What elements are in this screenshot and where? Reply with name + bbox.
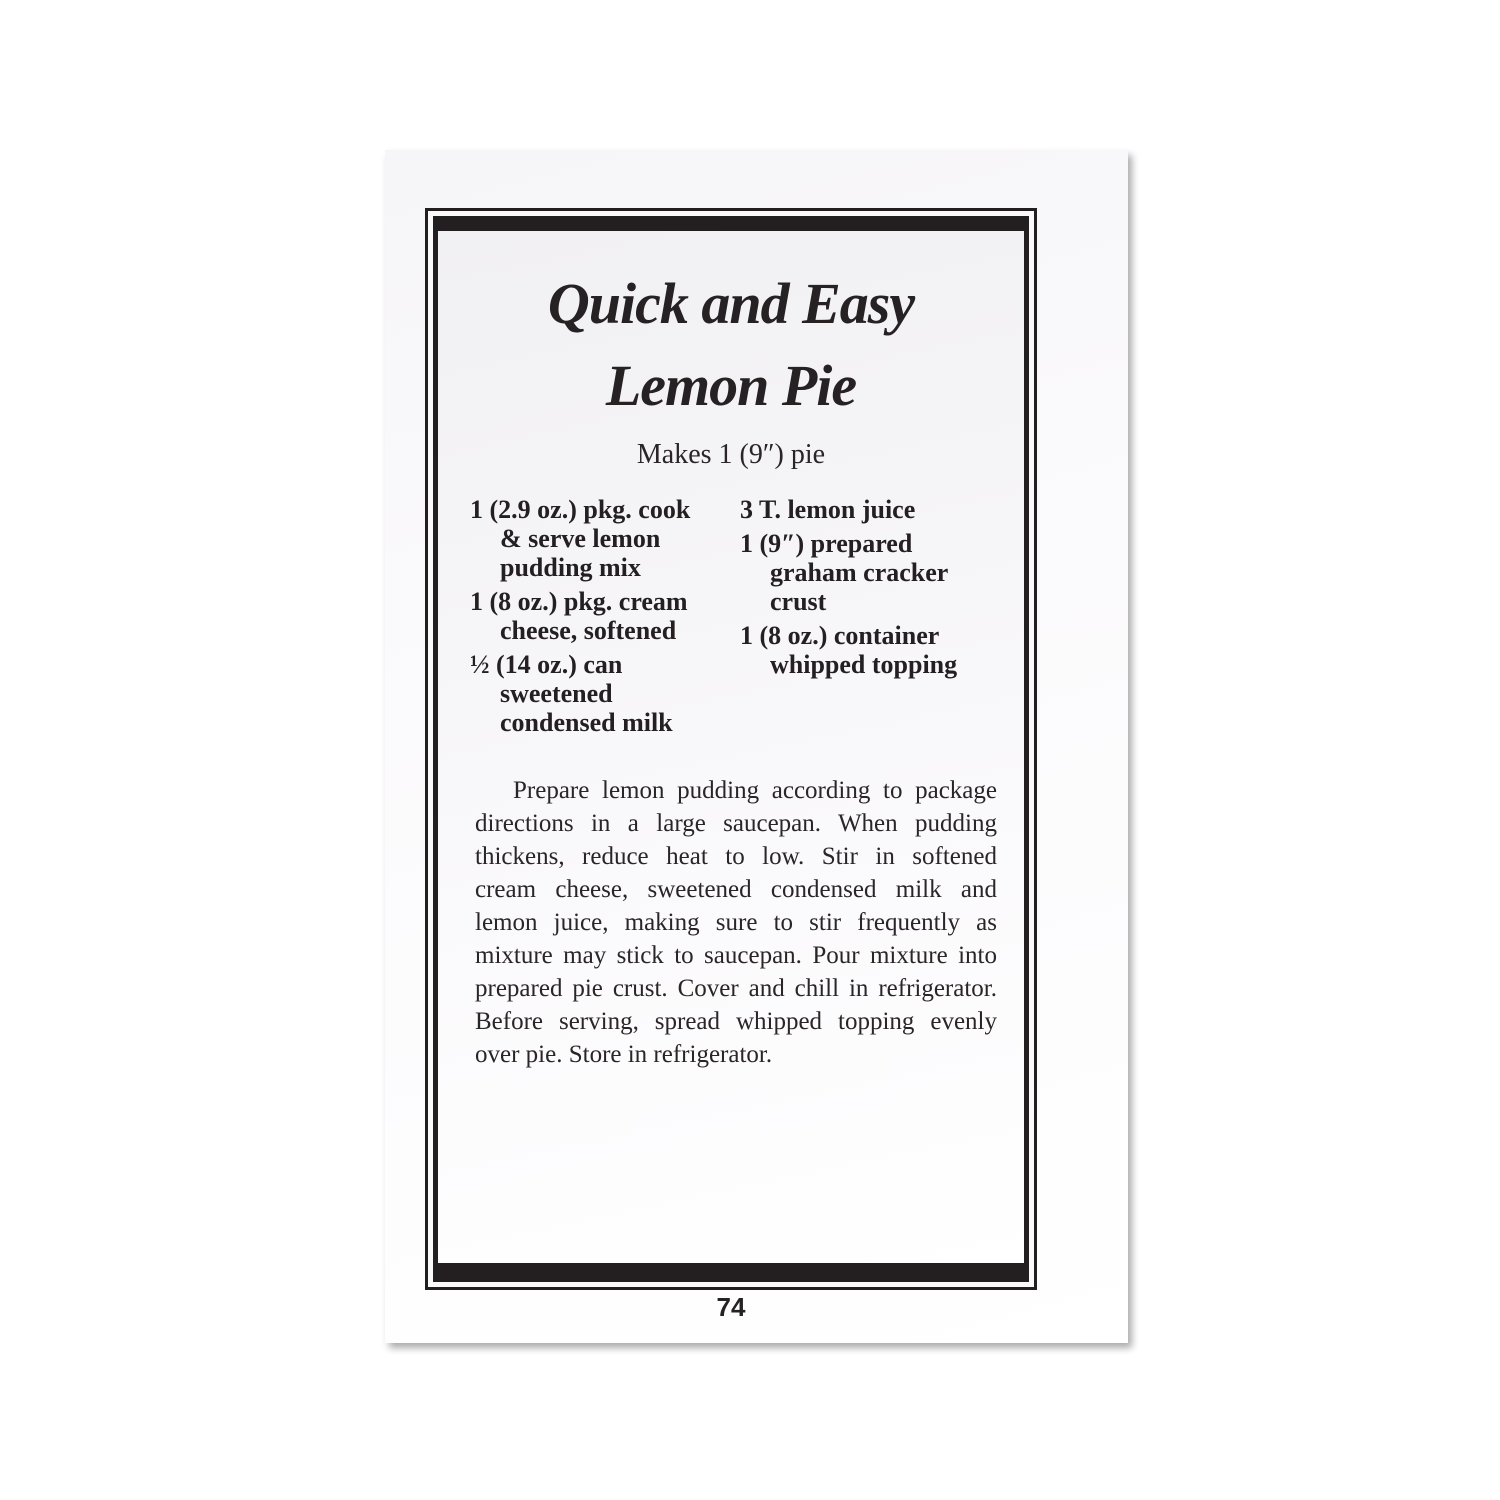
yield-line: Makes 1 (9″) pie — [636, 439, 826, 470]
ingredient-line: crust — [770, 587, 827, 616]
page-number: 74 — [716, 1292, 746, 1322]
directions-line: Before serving, spread whipped topping evenly — [475, 1008, 997, 1035]
recipe-frame-inner — [433, 216, 1029, 1282]
page-scan — [385, 150, 1128, 1343]
ingredients-column-right — [740, 495, 1024, 742]
recipe-frame — [425, 208, 1037, 1290]
directions-line: cream cheese, sweetened condensed milk and — [475, 876, 997, 903]
ingredient-item — [740, 529, 1014, 616]
recipe-title-line: Lemon Pie — [605, 353, 857, 418]
recipe-title-line: Quick and Easy — [547, 271, 915, 336]
ingredients-column-left — [470, 495, 740, 742]
ingredient-line: 1 (8 oz.) container — [740, 621, 940, 650]
recipe-title — [438, 263, 1024, 427]
ingredient-item — [470, 587, 740, 645]
directions-line: thickens, reduce heat to low. Stir in softened — [475, 843, 997, 870]
ingredient-line: sweetened — [500, 679, 613, 708]
directions-line: mixture may stick to saucepan. Pour mixture into — [475, 942, 997, 969]
ingredient-line: 1 (9″) prepared — [740, 529, 913, 558]
ingredient-line: whipped topping — [770, 650, 958, 679]
directions-line: prepared pie crust. Cover and chill in refrigerator. — [475, 975, 997, 1002]
directions-line: Prepare lemon pudding according to package — [513, 777, 997, 804]
ingredient-item — [740, 495, 1014, 524]
directions-paragraph — [438, 774, 1024, 1071]
ingredients-list — [438, 495, 1024, 742]
ingredient-item — [470, 650, 740, 737]
ingredient-line: ½ (14 oz.) can — [470, 650, 623, 679]
directions-line: lemon juice, making sure to stir frequently as — [475, 909, 997, 936]
ingredient-item — [470, 495, 740, 582]
ingredient-line: graham cracker — [770, 558, 949, 587]
directions-line: directions in a large saucepan. When pudding — [475, 810, 997, 837]
ingredient-line: 1 (2.9 oz.) pkg. cook — [470, 495, 691, 524]
ingredient-line: cheese, softened — [500, 616, 677, 645]
ingredient-line: condensed milk — [500, 708, 673, 737]
ingredient-line: 1 (8 oz.) pkg. cream — [470, 587, 688, 616]
ingredient-line: pudding mix — [500, 553, 641, 582]
ingredient-line: & serve lemon — [500, 524, 661, 553]
ingredient-line: 3 T. lemon juice — [740, 495, 916, 524]
ingredient-item — [740, 621, 1014, 679]
directions-line: over pie. Store in refrigerator. — [475, 1041, 773, 1068]
